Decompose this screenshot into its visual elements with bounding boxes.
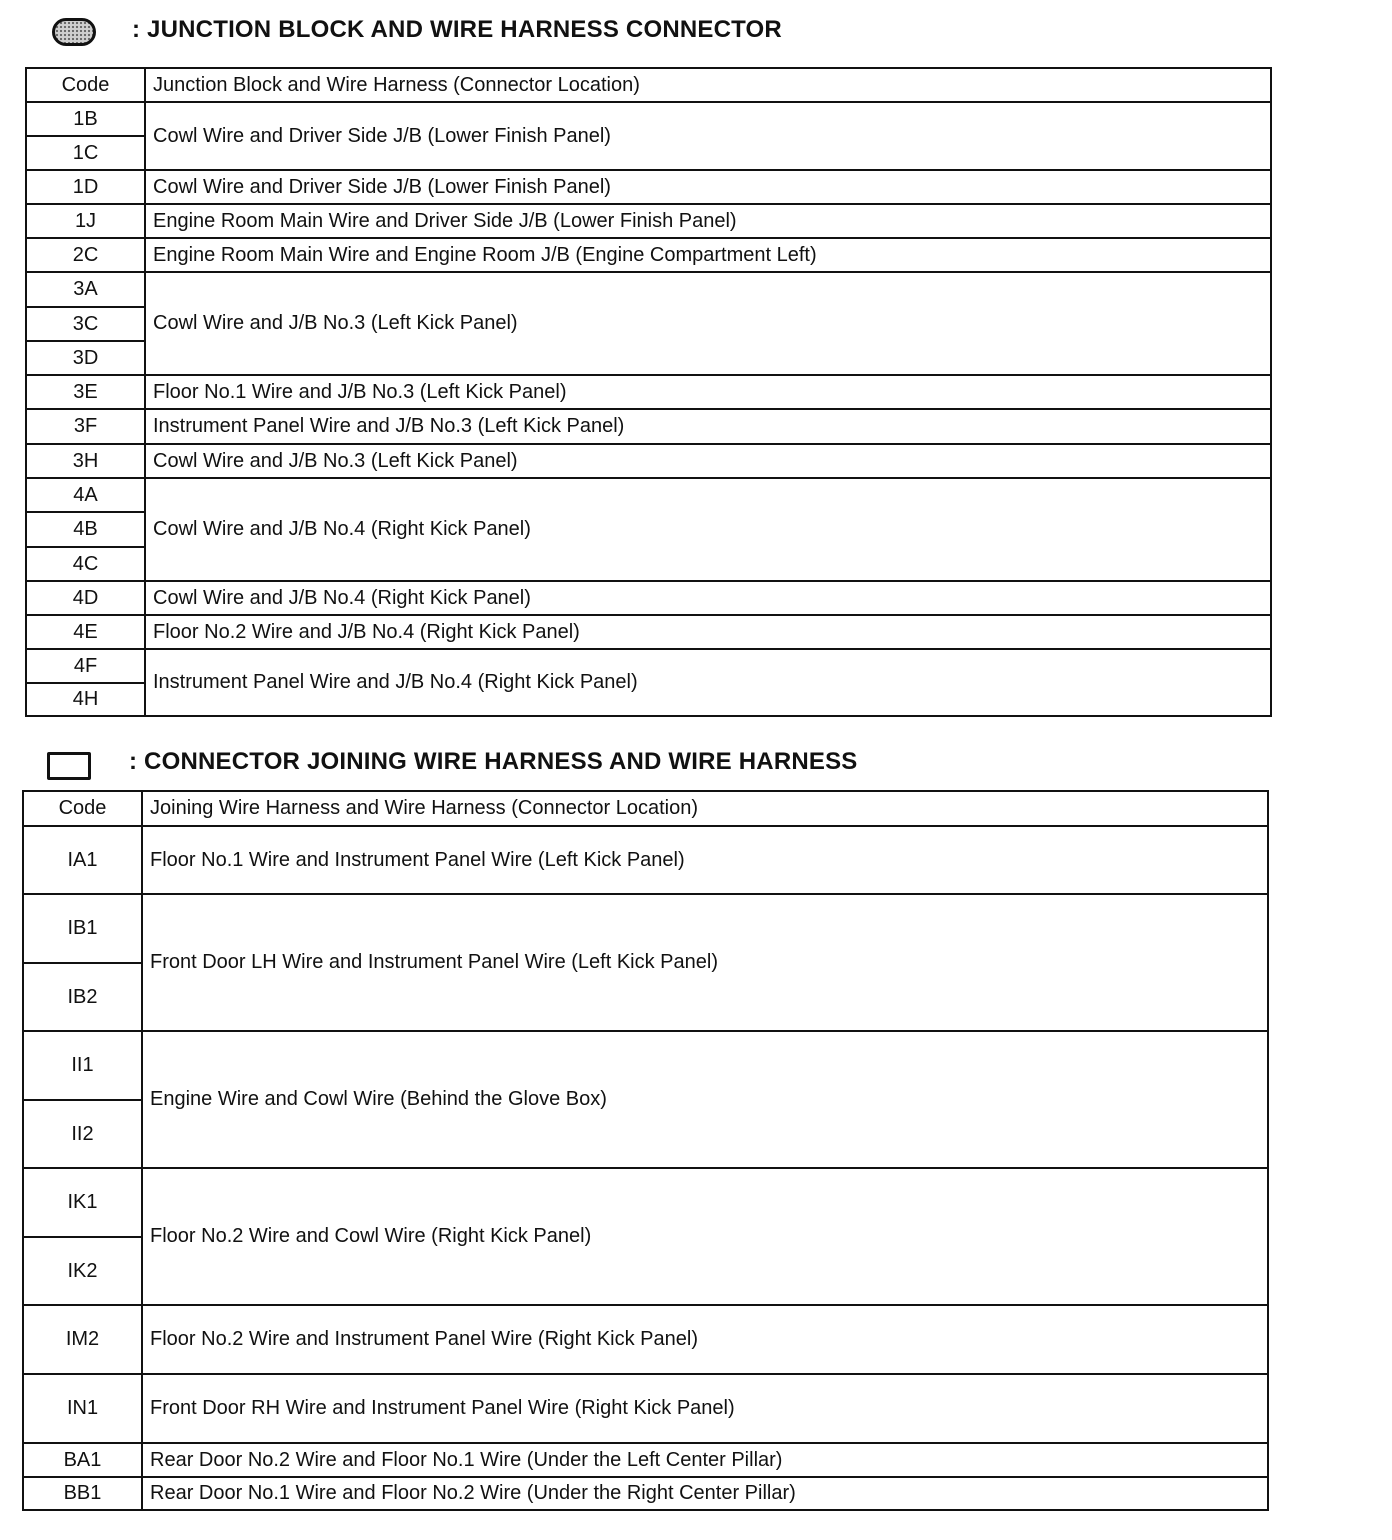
connector-code: 1D [26, 170, 145, 204]
table-row [26, 272, 1271, 307]
table-header-row [23, 791, 1268, 826]
connector-location: Engine Room Main Wire and Engine Room J/B (Engine Compartment Left) [145, 238, 1271, 272]
connector-code: IM2 [23, 1305, 142, 1374]
connector-location: Rear Door No.1 Wire and Floor No.2 Wire (Under the Right Center Pillar) [142, 1477, 1268, 1510]
connector-code: 3A [26, 272, 145, 307]
table-row [23, 1031, 1268, 1100]
connector-location: Cowl Wire and Driver Side J/B (Lower Finish Panel) [145, 102, 1271, 170]
connector-location: Instrument Panel Wire and J/B No.3 (Left Kick Panel) [145, 409, 1271, 444]
connector-code: 3F [26, 409, 145, 444]
connector-code: 4B [26, 512, 145, 547]
connector-code: 4C [26, 547, 145, 581]
connector-code: II2 [23, 1100, 142, 1168]
connector-code: IN1 [23, 1374, 142, 1443]
connector-location: Cowl Wire and J/B No.3 (Left Kick Panel) [145, 444, 1271, 478]
table-row [23, 1374, 1268, 1443]
connector-location: Instrument Panel Wire and J/B No.4 (Right Kick Panel) [145, 649, 1271, 716]
table-row [26, 615, 1271, 649]
connector-location: Floor No.1 Wire and J/B No.3 (Left Kick Panel) [145, 375, 1271, 409]
table-row [26, 444, 1271, 478]
connector-code: 1J [26, 204, 145, 238]
table-row [26, 238, 1271, 272]
connector-code: 4E [26, 615, 145, 649]
connector-location: Cowl Wire and J/B No.4 (Right Kick Panel) [145, 581, 1271, 615]
table-row [26, 375, 1271, 409]
connector-location: Floor No.1 Wire and Instrument Panel Wire (Left Kick Panel) [142, 826, 1268, 894]
connector-code: 4A [26, 478, 145, 512]
location-column-header: Junction Block and Wire Harness (Connector Location) [145, 68, 1271, 102]
table-row [26, 478, 1271, 512]
connector-location: Floor No.2 Wire and Cowl Wire (Right Kick Panel) [142, 1168, 1268, 1305]
connector-location: Rear Door No.2 Wire and Floor No.1 Wire (Under the Left Center Pillar) [142, 1443, 1268, 1477]
table-header-row [26, 68, 1271, 102]
connector-code: 3H [26, 444, 145, 478]
connector-code: II1 [23, 1031, 142, 1100]
connector-location: Floor No.2 Wire and Instrument Panel Wire (Right Kick Panel) [142, 1305, 1268, 1374]
connector-code: 3E [26, 375, 145, 409]
connector-section-title: : CONNECTOR JOINING WIRE HARNESS AND WIRE HARNESS [129, 748, 858, 775]
connector-code: IB1 [23, 894, 142, 963]
connector-code: BA1 [23, 1443, 142, 1477]
connector-code: 4H [26, 683, 145, 716]
connector-code: 3D [26, 341, 145, 375]
table-row [26, 649, 1271, 683]
table-row [23, 1443, 1268, 1477]
junction-block-symbol-icon [52, 18, 96, 46]
connector-code: 1B [26, 102, 145, 136]
connector-location: Cowl Wire and J/B No.4 (Right Kick Panel) [145, 478, 1271, 581]
connector-code: 1C [26, 136, 145, 170]
connector-location: Engine Room Main Wire and Driver Side J/B (Lower Finish Panel) [145, 204, 1271, 238]
table-row [23, 1168, 1268, 1237]
junction-block-section-title: : JUNCTION BLOCK AND WIRE HARNESS CONNECTOR [132, 16, 782, 43]
table-row [26, 581, 1271, 615]
code-column-header: Code [23, 791, 142, 826]
connector-code: 4D [26, 581, 145, 615]
connector-code: 2C [26, 238, 145, 272]
table-row [23, 1477, 1268, 1510]
table-row [23, 894, 1268, 963]
connector-code: IB2 [23, 963, 142, 1031]
connector-section-header [47, 746, 947, 786]
connector-code: IA1 [23, 826, 142, 894]
code-column-header: Code [26, 68, 145, 102]
connector-table [22, 790, 1269, 1511]
table-row [23, 1305, 1268, 1374]
connector-location: Floor No.2 Wire and J/B No.4 (Right Kick Panel) [145, 615, 1271, 649]
connector-location: Front Door RH Wire and Instrument Panel Wire (Right Kick Panel) [142, 1374, 1268, 1443]
connector-code: 3C [26, 307, 145, 341]
connector-symbol-icon [47, 752, 91, 780]
junction-block-table [25, 67, 1272, 717]
table-row [26, 102, 1271, 136]
connector-code: IK1 [23, 1168, 142, 1237]
table-row [23, 826, 1268, 894]
connector-code: 4F [26, 649, 145, 683]
connector-code: BB1 [23, 1477, 142, 1510]
connector-location: Front Door LH Wire and Instrument Panel Wire (Left Kick Panel) [142, 894, 1268, 1031]
table-row [26, 409, 1271, 444]
location-column-header: Joining Wire Harness and Wire Harness (Connector Location) [142, 791, 1268, 826]
table-row [26, 170, 1271, 204]
connector-location: Cowl Wire and J/B No.3 (Left Kick Panel) [145, 272, 1271, 375]
junction-block-section-header [52, 14, 852, 54]
connector-location: Engine Wire and Cowl Wire (Behind the Glove Box) [142, 1031, 1268, 1168]
connector-location: Cowl Wire and Driver Side J/B (Lower Finish Panel) [145, 170, 1271, 204]
connector-code: IK2 [23, 1237, 142, 1305]
table-row [26, 204, 1271, 238]
